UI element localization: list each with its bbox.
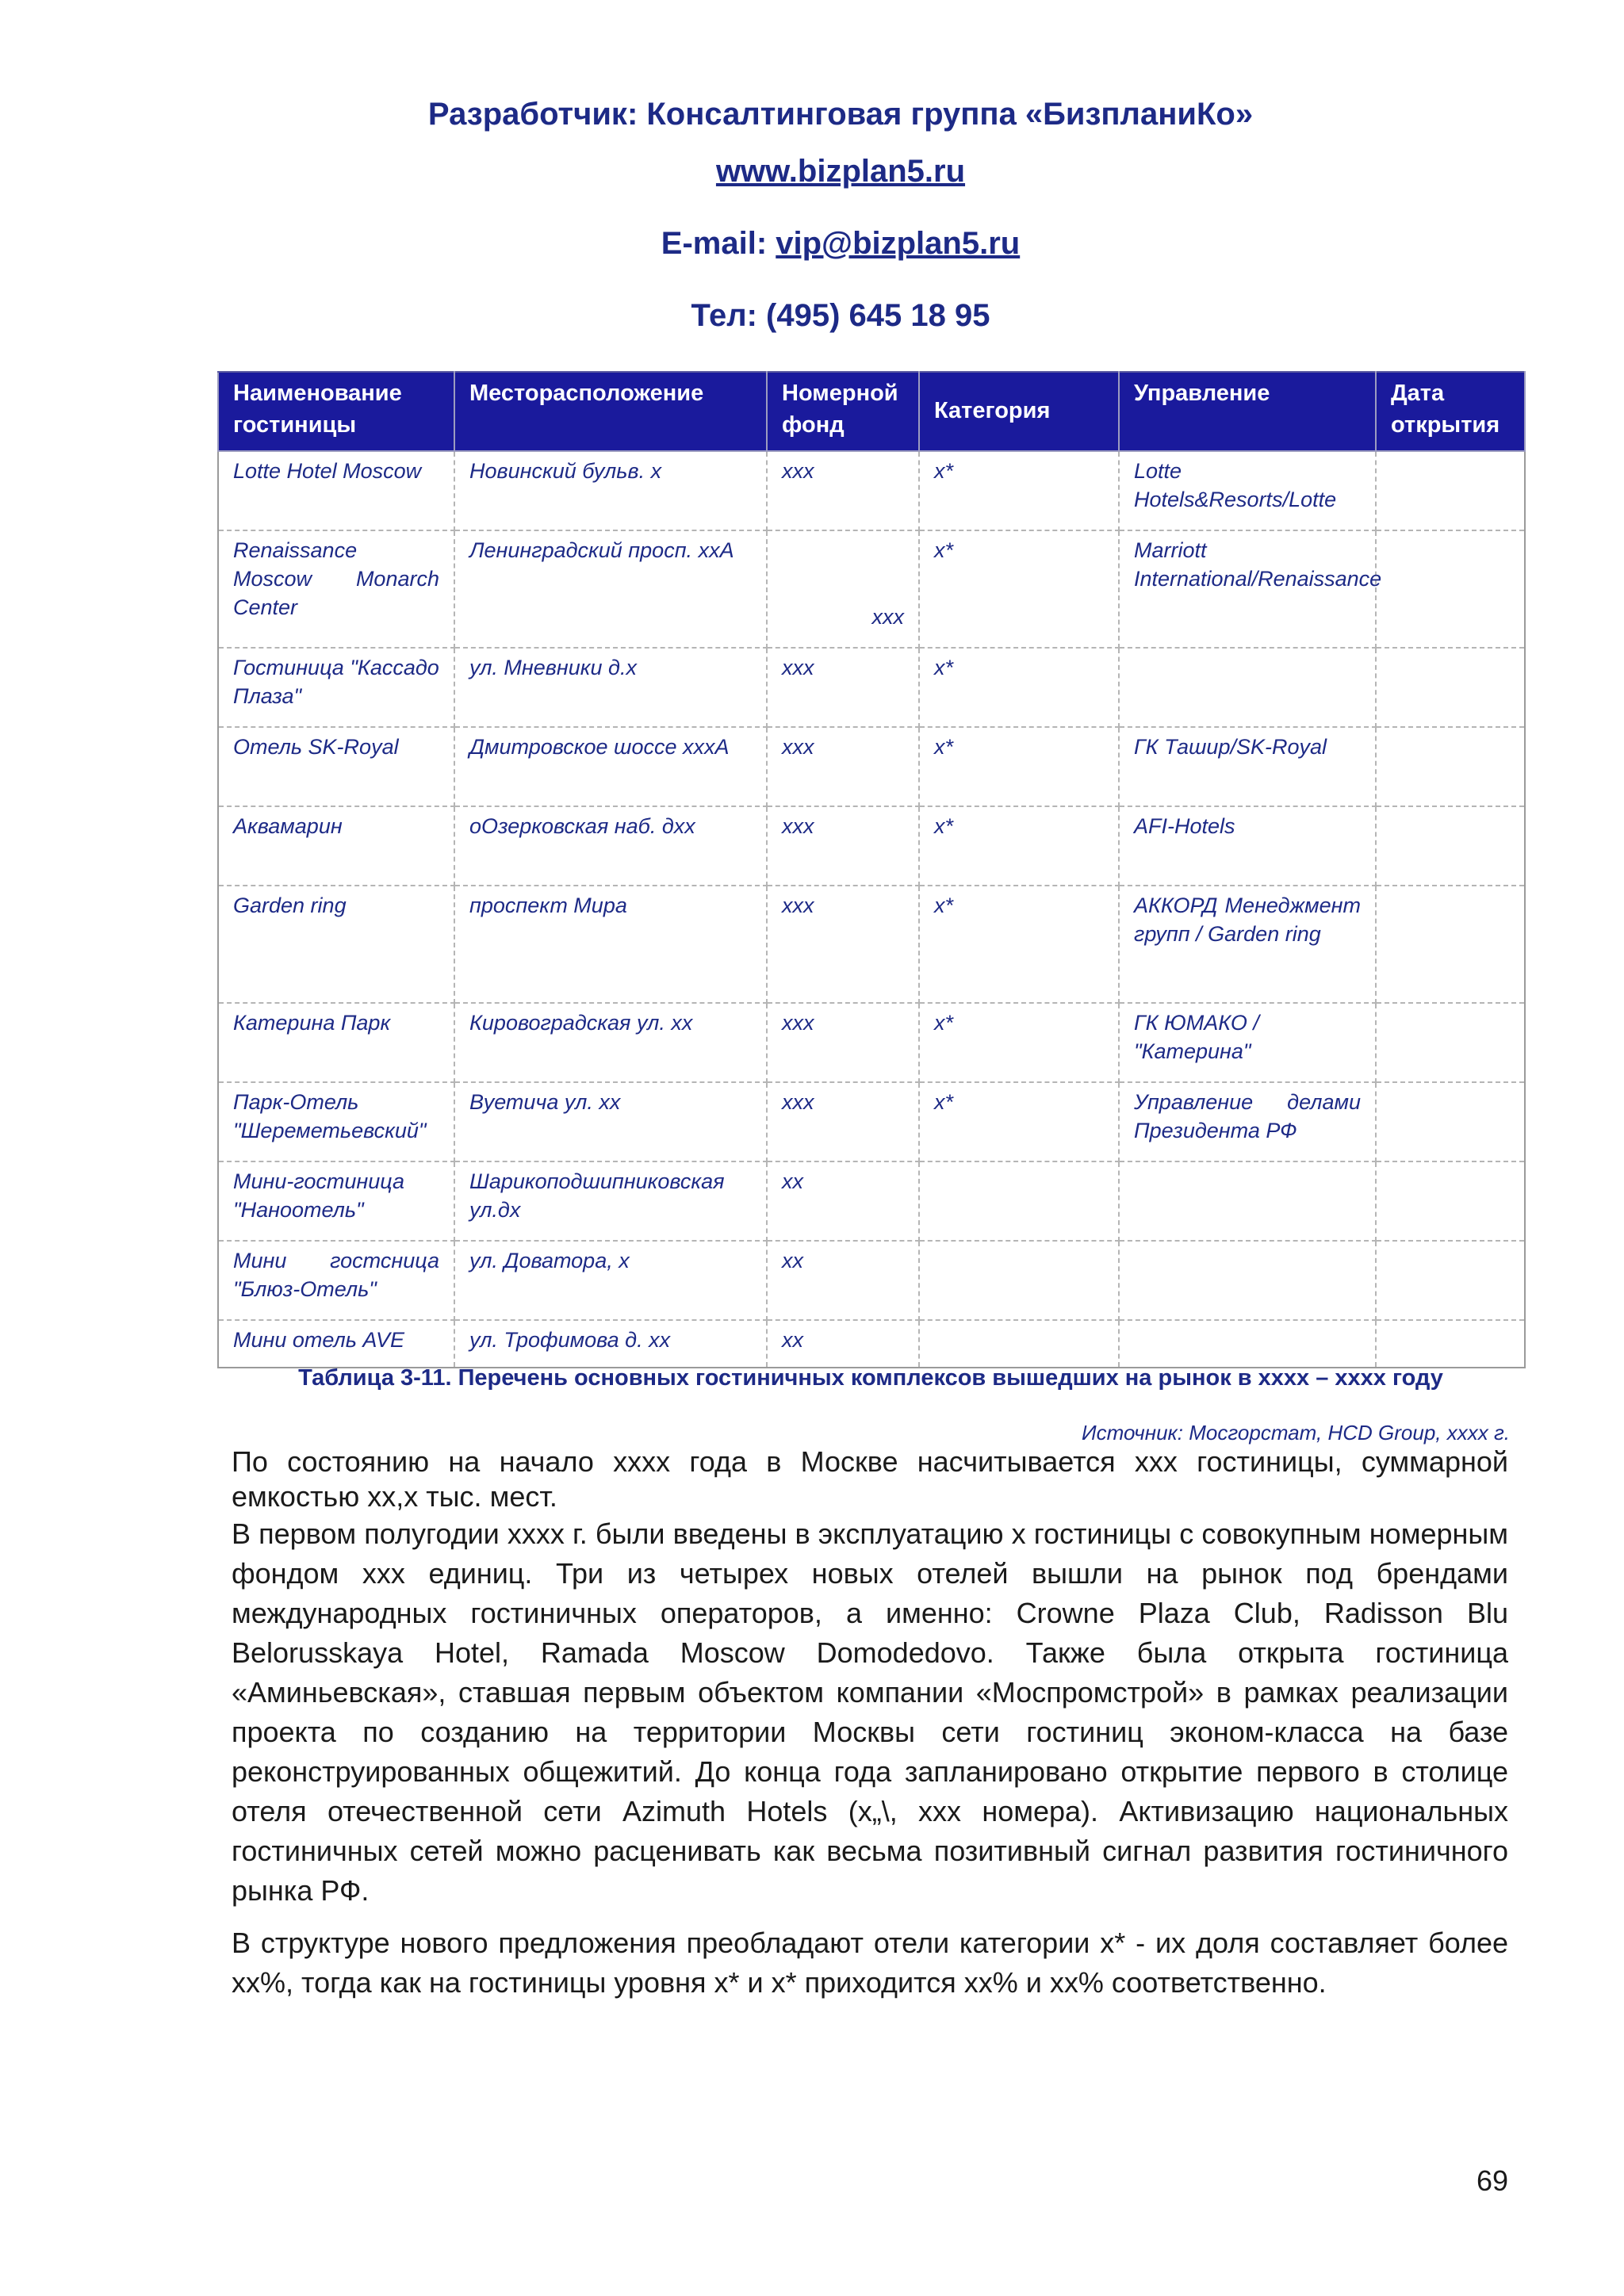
cell-rooms: хх — [767, 1320, 919, 1368]
cell-date — [1376, 1082, 1525, 1161]
table-row — [218, 1161, 1525, 1241]
cell-management: ГК ЮМАКО / "Катерина" — [1119, 1003, 1376, 1082]
paragraph-2: В первом полугодии хххх г. были введены в эксплуатацию х гостиницы с совокупным номерным фондом ххх единиц. Три из четырех новых отелей вышли на рынок под брендами международных гостиничных операторов, а именно: Crowne Plaza Club, Radisson Blu Belorusskaya Hotel, Ramada Moscow Domodedovo. Также была открыта гостиница «Аминьевская», ставшая первым объектом компании «Моспромстрой» в рамках реализации проекта по созданию на территории Москвы сети гостиниц эконом-класса на базе реконструированных общежитий. До конца года запланировано открытие первого в столице отеля отечественной сети Azimuth Hotels (х„\, ххх номера). Активизацию национальных гостиничных сетей можно расценивать как весьма позитивный сигнал развития гостиничного рынка РФ. — [232, 1517, 1508, 1907]
cell-location: ул. Трофимова д. хх — [454, 1320, 767, 1368]
email-label: E-mail: — [661, 226, 768, 261]
website-line — [0, 154, 1624, 189]
table-row — [218, 530, 1525, 648]
cell-location: Дмитровское шоссе хххА — [454, 727, 767, 806]
website-link[interactable]: www.bizplan5.ru — [715, 154, 966, 189]
header-name: Наименование гостиницы — [218, 372, 454, 451]
header-management: Управление — [1119, 372, 1376, 451]
cell-rooms: ххх — [767, 648, 919, 727]
header-category: Категория — [919, 372, 1119, 451]
cell-name: Мини гостсница "Блюз-Отель" — [218, 1241, 454, 1320]
cell-category: х* — [919, 648, 1119, 727]
hotels-table — [217, 371, 1526, 1368]
cell-date — [1376, 806, 1525, 886]
cell-name: Мини-гостиница "Наноотель" — [218, 1161, 454, 1241]
cell-location: ул. Доватора, х — [454, 1241, 767, 1320]
cell-management — [1119, 648, 1376, 727]
header-location: Месторасположение — [454, 372, 767, 451]
cell-rooms: хх — [767, 1241, 919, 1320]
cell-date — [1376, 648, 1525, 727]
cell-management: АККОРД Менеджмент групп / Garden ring — [1119, 886, 1376, 1003]
cell-rooms: ххх — [767, 806, 919, 886]
cell-rooms: ххх — [767, 1003, 919, 1082]
cell-date — [1376, 886, 1525, 1003]
cell-date — [1376, 451, 1525, 530]
table-row — [218, 806, 1525, 886]
table-caption: Таблица 3-11. Перечень основных гостиничных комплексов вышедших на рынок в хххх – хххх году — [298, 1365, 1443, 1391]
cell-date — [1376, 1003, 1525, 1082]
cell-name: Гостиница "Кассадо Плаза" — [218, 648, 454, 727]
cell-location: Кировоградская ул. хх — [454, 1003, 767, 1082]
cell-category: х* — [919, 530, 1119, 648]
cell-management: ГК Ташир/SK-Royal — [1119, 727, 1376, 806]
cell-name: Renaissance Moscow Monarch Center — [218, 530, 454, 648]
cell-name: Отель SK-Royal — [218, 727, 454, 806]
cell-date — [1376, 727, 1525, 806]
table-row — [218, 1003, 1525, 1082]
cell-date — [1376, 530, 1525, 648]
cell-management — [1119, 1161, 1376, 1241]
paragraph-1: По состоянию на начало хххх года в Москве насчитывается ххх гостиницы, суммарной емкостью хх,х тыс. мест. — [232, 1445, 1508, 1513]
cell-category: х* — [919, 886, 1119, 1003]
table-row — [218, 451, 1525, 530]
cell-category: х* — [919, 727, 1119, 806]
cell-rooms: хх — [767, 1161, 919, 1241]
cell-category: х* — [919, 1003, 1119, 1082]
cell-rooms: ххх — [767, 451, 919, 530]
cell-name: Парк-Отель "Шереметьевский" — [218, 1082, 454, 1161]
cell-location: проспект Мира — [454, 886, 767, 1003]
cell-management: Marriott International/Renaissance — [1119, 530, 1376, 648]
cell-rooms: ххх — [767, 727, 919, 806]
table-source: Источник: Мосгорстат, HCD Group, хххх г. — [1082, 1421, 1510, 1445]
cell-management — [1119, 1320, 1376, 1368]
cell-name: Аквамарин — [218, 806, 454, 886]
cell-date — [1376, 1161, 1525, 1241]
cell-management: Lotte Hotels&Resorts/Lotte — [1119, 451, 1376, 530]
cell-category: х* — [919, 806, 1119, 886]
paragraph-3: В структуре нового предложения преобладают отели категории х* - их доля составляет более хх%, тогда как на гостиницы уровня х* и х* приходится хх% и хх% соответственно. — [232, 1927, 1508, 1999]
table-row — [218, 1320, 1525, 1368]
cell-date — [1376, 1241, 1525, 1320]
cell-category — [919, 1161, 1119, 1241]
cell-category: х* — [919, 451, 1119, 530]
table-row — [218, 727, 1525, 806]
cell-name: Garden ring — [218, 886, 454, 1003]
cell-name: Катерина Парк — [218, 1003, 454, 1082]
cell-rooms: ххх — [767, 530, 919, 648]
cell-management: AFI-Hotels — [1119, 806, 1376, 886]
cell-management: Управление делами Президента РФ — [1119, 1082, 1376, 1161]
phone-line: Тел: (495) 645 18 95 — [691, 298, 990, 333]
page-number: 69 — [1476, 2164, 1508, 2197]
table-row — [218, 1082, 1525, 1161]
cell-rooms: ххх — [767, 1082, 919, 1161]
cell-location: Вуетича ул. хх — [454, 1082, 767, 1161]
table-row — [218, 648, 1525, 727]
cell-management — [1119, 1241, 1376, 1320]
header-opening-date: Дата открытия — [1376, 372, 1525, 451]
table-header-row — [218, 372, 1525, 451]
cell-location: ул. Мневники д.х — [454, 648, 767, 727]
cell-category: х* — [919, 1082, 1119, 1161]
table-row — [218, 1241, 1525, 1320]
developer-heading: Разработчик: Консалтинговая группа «БизпланиКо» — [427, 97, 1254, 132]
cell-name: Lotte Hotel Moscow — [218, 451, 454, 530]
email-link[interactable]: vip@bizplan5.ru — [776, 226, 1021, 261]
cell-rooms: ххх — [767, 886, 919, 1003]
cell-location: Шарикоподшипниковская ул.дх — [454, 1161, 767, 1241]
table-row — [218, 886, 1525, 1003]
email-line — [0, 226, 1624, 262]
cell-date — [1376, 1320, 1525, 1368]
cell-category — [919, 1320, 1119, 1368]
cell-location: Новинский бульв. х — [454, 451, 767, 530]
header-rooms: Номерной фонд — [767, 372, 919, 451]
cell-category — [919, 1241, 1119, 1320]
cell-location: оОзерковская наб. дхх — [454, 806, 767, 886]
cell-name: Мини отель AVE — [218, 1320, 454, 1368]
cell-location: Ленинградский просп. ххА — [454, 530, 767, 648]
